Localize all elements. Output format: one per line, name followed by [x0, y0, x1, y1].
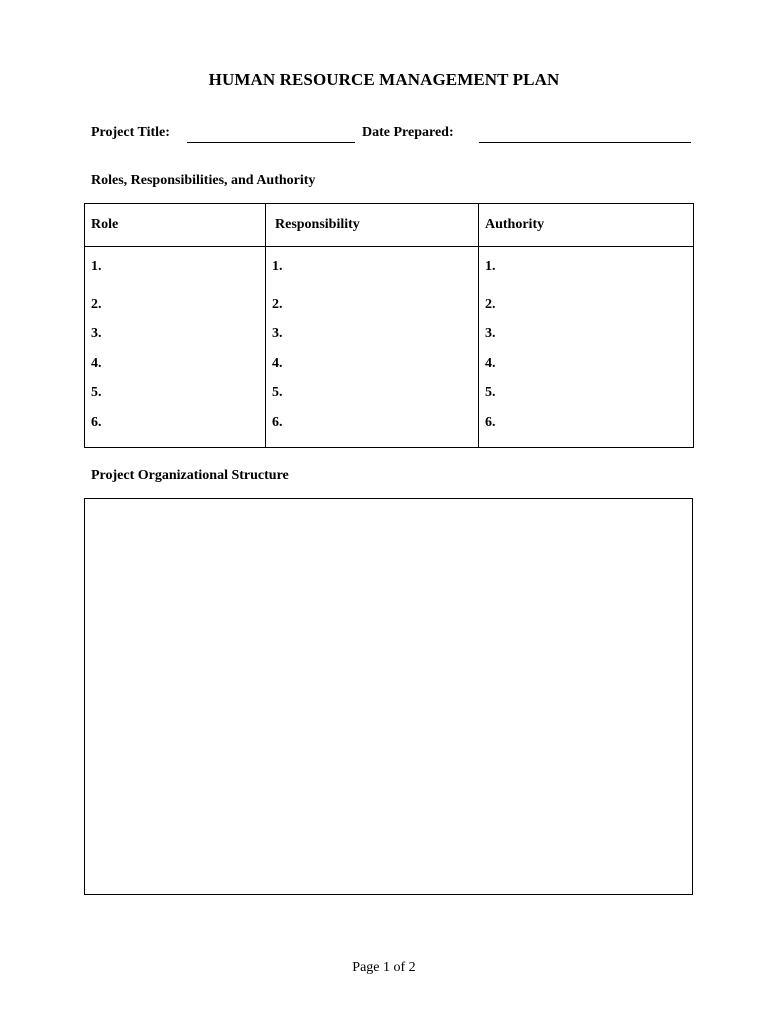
column-header-responsibility: Responsibility	[266, 204, 479, 247]
responsibility-item-4: 4.	[272, 355, 283, 371]
column-header-authority: Authority	[479, 204, 694, 247]
authority-item-1: 1.	[485, 259, 496, 274]
project-title-label: Project Title:	[91, 125, 170, 140]
authority-item-4: 4.	[485, 355, 496, 371]
page-number: Page 1 of 2	[352, 960, 416, 975]
roles-table-header-row	[85, 204, 694, 247]
document-title: HUMAN RESOURCE MANAGEMENT PLAN	[208, 70, 560, 89]
role-item-6: 6.	[91, 414, 102, 430]
role-item-5: 5.	[91, 385, 102, 400]
authority-item-2: 2.	[485, 296, 496, 312]
authority-item-6: 6.	[485, 414, 496, 430]
org-structure-heading: Project Organizational Structure	[91, 468, 289, 483]
org-structure-box[interactable]	[84, 498, 693, 895]
date-prepared-label: Date Prepared:	[362, 125, 454, 140]
authority-item-3: 3.	[485, 326, 496, 341]
responsibility-item-3: 3.	[272, 326, 283, 341]
authority-item-5: 5.	[485, 385, 496, 400]
date-prepared-field[interactable]	[479, 142, 691, 143]
project-info-row	[91, 125, 691, 145]
responsibility-item-1: 1.	[272, 259, 283, 274]
column-header-role: Role	[85, 204, 266, 247]
role-item-4: 4.	[91, 355, 102, 371]
responsibility-item-5: 5.	[272, 385, 283, 400]
responsibility-item-6: 6.	[272, 414, 283, 430]
authority-cell[interactable]	[479, 247, 694, 448]
role-item-1: 1.	[91, 259, 102, 274]
responsibility-cell[interactable]	[266, 247, 479, 448]
roles-table-row	[85, 247, 694, 448]
project-title-field[interactable]	[187, 142, 355, 143]
roles-section-heading: Roles, Responsibilities, and Authority	[91, 173, 316, 188]
responsibility-item-2: 2.	[272, 296, 283, 312]
roles-table	[84, 203, 694, 448]
role-item-2: 2.	[91, 296, 102, 312]
role-cell[interactable]	[85, 247, 266, 448]
role-item-3: 3.	[91, 326, 102, 341]
